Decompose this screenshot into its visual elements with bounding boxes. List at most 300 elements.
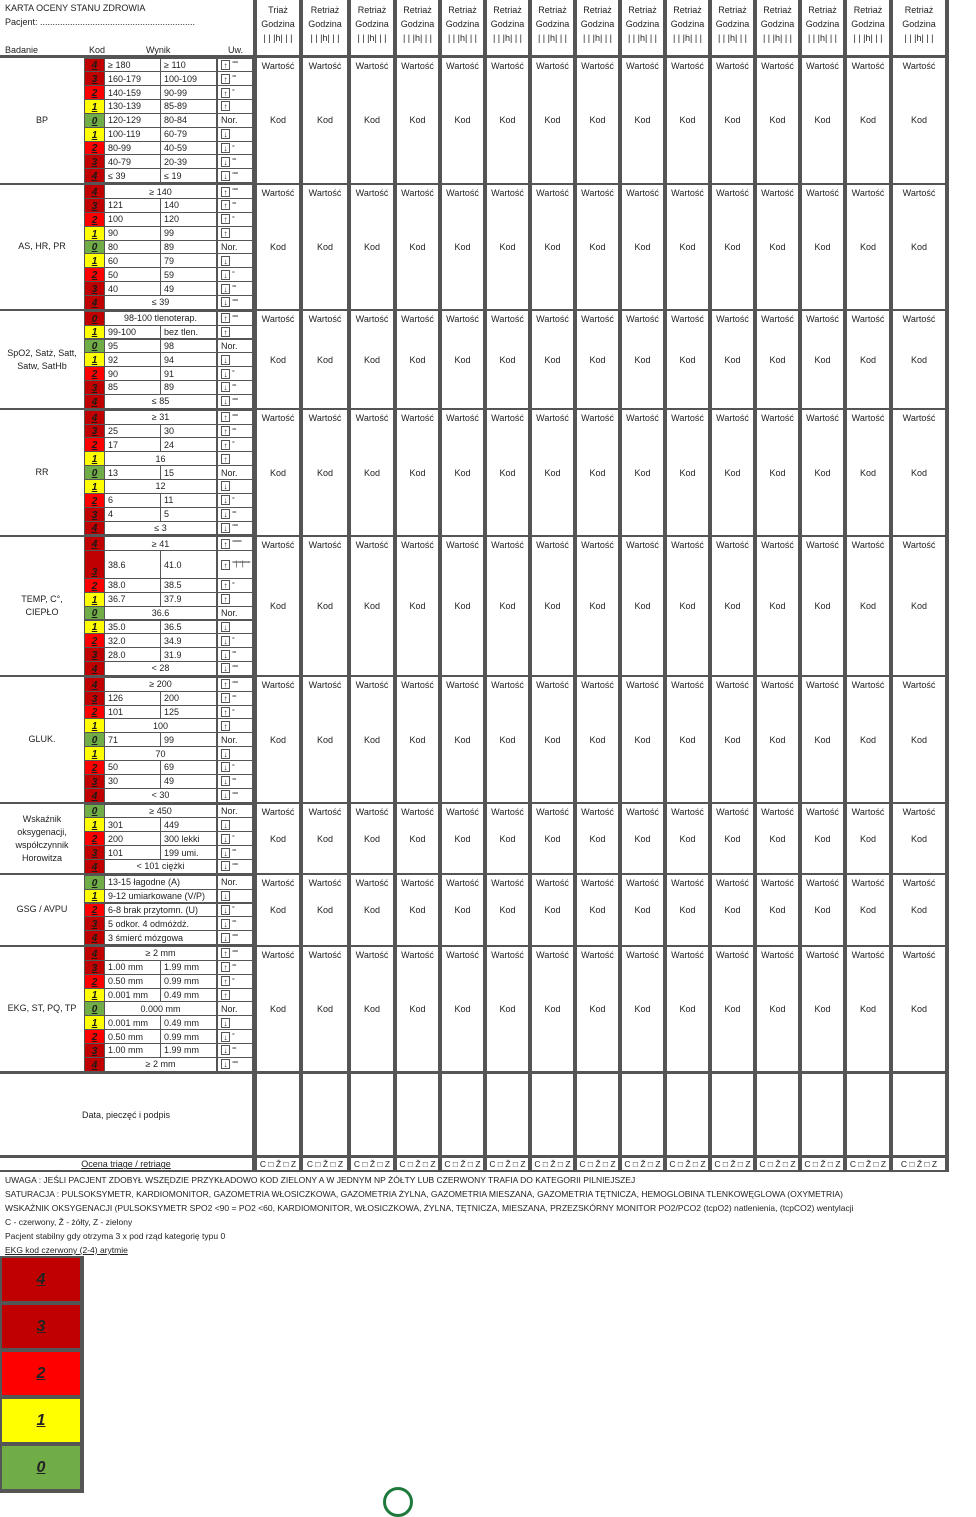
value-field[interactable]: Wartość [671,949,704,960]
measurement-cell[interactable] [397,537,438,676]
measurement-cell[interactable] [667,677,708,802]
measurement-cell[interactable] [397,311,438,408]
measurement-cell[interactable] [667,311,708,408]
triage-checkboxes[interactable]: C □ Ž □ Z [351,1158,393,1170]
measurement-cell[interactable] [622,804,663,873]
code-field[interactable]: Kod [544,1003,561,1014]
value-field[interactable]: Wartość [261,680,295,691]
value-field[interactable]: Wartość [446,807,479,818]
value-field[interactable]: Wartość [536,807,569,818]
measurement-cell[interactable] [712,804,753,873]
value-field[interactable]: Wartość [902,539,936,550]
measurement-cell[interactable] [397,875,438,944]
value-field[interactable]: Wartość [761,539,794,550]
code-field[interactable]: Kod [679,115,696,126]
code-field[interactable]: Kod [544,467,561,478]
value-field[interactable]: Wartość [761,807,794,818]
signature-cell[interactable] [487,1074,528,1155]
value-field[interactable]: Wartość [806,413,839,424]
signature-cell[interactable] [667,1074,708,1155]
triage-checkboxes[interactable]: C □ Ž □ Z [667,1158,708,1170]
measurement-cell[interactable] [667,875,708,944]
value-field[interactable]: Wartość [491,413,524,424]
code-field[interactable]: Kod [679,601,696,612]
code-field[interactable]: Kod [316,601,333,612]
code-field[interactable]: Kod [316,833,333,844]
code-field[interactable]: Kod [679,354,696,365]
measurement-cell[interactable] [351,947,393,1072]
code-field[interactable]: Kod [814,354,831,365]
code-field[interactable]: Kod [910,1003,927,1014]
time-slots-input[interactable]: | | |h| | | [582,33,613,43]
code-field[interactable]: Kod [269,833,286,844]
code-field[interactable]: Kod [269,115,286,126]
value-field[interactable]: Wartość [536,187,569,198]
measurement-cell[interactable] [577,677,618,802]
value-field[interactable]: Wartość [671,187,704,198]
measurement-cell[interactable] [532,875,573,944]
value-field[interactable]: Wartość [261,187,295,198]
measurement-cell[interactable] [847,185,889,310]
value-field[interactable]: Wartość [851,878,885,889]
code-field[interactable]: Kod [544,904,561,915]
code-field[interactable]: Kod [409,1003,426,1014]
code-field[interactable]: Kod [724,241,741,252]
measurement-cell[interactable] [893,677,945,802]
code-field[interactable]: Kod [634,833,651,844]
code-field[interactable]: Kod [499,833,516,844]
measurement-cell[interactable] [802,677,843,802]
value-field[interactable]: Wartość [446,187,479,198]
code-field[interactable]: Kod [409,354,426,365]
code-field[interactable]: Kod [589,833,606,844]
time-slots-input[interactable]: | | |h| | | [263,33,293,43]
measurement-cell[interactable] [847,410,889,535]
value-field[interactable]: Wartość [806,187,839,198]
code-field[interactable]: Kod [544,354,561,365]
measurement-cell[interactable] [667,58,708,183]
code-field[interactable]: Kod [910,734,927,745]
code-field[interactable]: Kod [859,467,876,478]
value-field[interactable]: Wartość [851,61,885,71]
measurement-cell[interactable] [802,875,843,944]
value-field[interactable]: Wartość [671,413,704,424]
measurement-cell[interactable] [802,410,843,535]
value-field[interactable]: Wartość [308,807,342,818]
code-field[interactable]: Kod [454,833,471,844]
triage-checkboxes[interactable]: C □ Ž □ Z [893,1158,945,1170]
measurement-cell[interactable] [532,58,573,183]
triage-checkboxes[interactable]: C □ Ž □ Z [622,1158,663,1170]
value-field[interactable]: Wartość [536,680,569,691]
code-field[interactable]: Kod [409,115,426,126]
measurement-cell[interactable] [577,185,618,310]
value-field[interactable]: Wartość [355,314,389,325]
value-field[interactable]: Wartość [851,314,885,325]
value-field[interactable]: Wartość [902,413,936,424]
code-field[interactable]: Kod [769,734,786,745]
measurement-cell[interactable] [802,947,843,1072]
value-field[interactable]: Wartość [716,413,749,424]
measurement-cell[interactable] [622,947,663,1072]
time-slots-input[interactable]: | | |h| | | [762,33,793,43]
value-field[interactable]: Wartość [491,949,524,960]
measurement-cell[interactable] [577,311,618,408]
value-field[interactable]: Wartość [761,878,794,889]
measurement-cell[interactable] [397,410,438,535]
measurement-cell[interactable] [712,58,753,183]
value-field[interactable]: Wartość [902,949,936,960]
code-field[interactable]: Kod [634,734,651,745]
measurement-cell[interactable] [257,875,299,944]
measurement-cell[interactable] [712,311,753,408]
triage-checkboxes[interactable]: C □ Ž □ Z [712,1158,753,1170]
measurement-cell[interactable] [487,677,528,802]
measurement-cell[interactable] [442,311,483,408]
code-field[interactable]: Kod [724,354,741,365]
value-field[interactable]: Wartość [761,187,794,198]
value-field[interactable]: Wartość [671,878,704,889]
measurement-cell[interactable] [802,185,843,310]
measurement-cell[interactable] [257,947,299,1072]
measurement-cell[interactable] [397,185,438,310]
value-field[interactable]: Wartość [536,949,569,960]
measurement-cell[interactable] [622,311,663,408]
measurement-cell[interactable] [712,537,753,676]
measurement-cell[interactable] [622,410,663,535]
signature-cell[interactable] [303,1074,347,1155]
value-field[interactable]: Wartość [401,878,434,889]
code-field[interactable]: Kod [499,467,516,478]
value-field[interactable]: Wartość [761,61,794,71]
code-field[interactable]: Kod [589,1003,606,1014]
value-field[interactable]: Wartość [401,61,434,71]
measurement-cell[interactable] [893,537,945,676]
value-field[interactable]: Wartość [581,314,614,325]
value-field[interactable]: Wartość [671,807,704,818]
measurement-cell[interactable] [893,58,945,183]
value-field[interactable]: Wartość [626,878,659,889]
measurement-cell[interactable] [577,804,618,873]
measurement-cell[interactable] [303,185,347,310]
patient-field[interactable]: Pacjent: .............................................................. [5,17,196,27]
code-field[interactable]: Kod [409,467,426,478]
value-field[interactable]: Wartość [761,413,794,424]
code-field[interactable]: Kod [316,241,333,252]
value-field[interactable]: Wartość [536,539,569,550]
code-field[interactable]: Kod [499,354,516,365]
measurement-cell[interactable] [847,947,889,1072]
code-field[interactable]: Kod [454,601,471,612]
signature-cell[interactable] [757,1074,798,1155]
code-field[interactable]: Kod [499,1003,516,1014]
measurement-cell[interactable] [487,58,528,183]
measurement-cell[interactable] [667,185,708,310]
time-slots-input[interactable]: | | |h| | | [807,33,838,43]
value-field[interactable]: Wartość [851,187,885,198]
code-field[interactable]: Kod [589,601,606,612]
measurement-cell[interactable] [487,311,528,408]
time-slots-input[interactable]: | | |h| | | [447,33,478,43]
code-field[interactable]: Kod [679,467,696,478]
code-field[interactable]: Kod [724,904,741,915]
measurement-cell[interactable] [667,947,708,1072]
code-field[interactable]: Kod [634,1003,651,1014]
code-field[interactable]: Kod [409,601,426,612]
code-field[interactable]: Kod [859,904,876,915]
measurement-cell[interactable] [351,677,393,802]
value-field[interactable]: Wartość [446,61,479,71]
measurement-cell[interactable] [487,804,528,873]
measurement-cell[interactable] [442,185,483,310]
code-field[interactable]: Kod [269,467,286,478]
code-field[interactable]: Kod [634,241,651,252]
code-field[interactable]: Kod [589,467,606,478]
measurement-cell[interactable] [712,677,753,802]
measurement-cell[interactable] [802,804,843,873]
triage-checkboxes[interactable]: C □ Ž □ Z [577,1158,618,1170]
value-field[interactable]: Wartość [626,539,659,550]
code-field[interactable]: Kod [814,1003,831,1014]
signature-cell[interactable] [847,1074,889,1155]
code-field[interactable]: Kod [589,734,606,745]
code-field[interactable]: Kod [769,601,786,612]
value-field[interactable]: Wartość [355,807,389,818]
value-field[interactable]: Wartość [261,61,295,71]
code-field[interactable]: Kod [544,241,561,252]
code-field[interactable]: Kod [724,833,741,844]
time-slots-input[interactable]: | | |h| | | [310,33,340,43]
value-field[interactable]: Wartość [261,539,295,550]
value-field[interactable]: Wartość [581,61,614,71]
time-slots-input[interactable]: | | |h| | | [853,33,883,43]
value-field[interactable]: Wartość [716,878,749,889]
measurement-cell[interactable] [757,677,798,802]
measurement-cell[interactable] [532,804,573,873]
measurement-cell[interactable] [893,185,945,310]
value-field[interactable]: Wartość [401,949,434,960]
time-slots-input[interactable]: | | |h| | | [402,33,433,43]
code-field[interactable]: Kod [769,241,786,252]
signature-cell[interactable] [397,1074,438,1155]
code-field[interactable]: Kod [769,115,786,126]
measurement-cell[interactable] [487,185,528,310]
value-field[interactable]: Wartość [902,187,936,198]
code-field[interactable]: Kod [316,115,333,126]
value-field[interactable]: Wartość [536,61,569,71]
signature-cell[interactable] [712,1074,753,1155]
code-field[interactable]: Kod [634,601,651,612]
code-field[interactable]: Kod [363,1003,380,1014]
measurement-cell[interactable] [802,537,843,676]
measurement-cell[interactable] [257,58,299,183]
value-field[interactable]: Wartość [716,949,749,960]
value-field[interactable]: Wartość [355,539,389,550]
code-field[interactable]: Kod [454,1003,471,1014]
measurement-cell[interactable] [351,875,393,944]
code-field[interactable]: Kod [544,115,561,126]
code-field[interactable]: Kod [363,115,380,126]
code-field[interactable]: Kod [589,241,606,252]
value-field[interactable]: Wartość [902,61,936,71]
triage-checkboxes[interactable]: C □ Ž □ Z [303,1158,347,1170]
code-field[interactable]: Kod [544,734,561,745]
signature-cell[interactable] [257,1074,299,1155]
value-field[interactable]: Wartość [761,680,794,691]
value-field[interactable]: Wartość [806,878,839,889]
value-field[interactable]: Wartość [536,314,569,325]
value-field[interactable]: Wartość [581,807,614,818]
code-field[interactable]: Kod [724,115,741,126]
measurement-cell[interactable] [893,875,945,944]
code-field[interactable]: Kod [499,601,516,612]
code-field[interactable]: Kod [454,115,471,126]
value-field[interactable]: Wartość [626,61,659,71]
measurement-cell[interactable] [577,537,618,676]
code-field[interactable]: Kod [724,467,741,478]
code-field[interactable]: Kod [499,734,516,745]
code-field[interactable]: Kod [769,467,786,478]
measurement-cell[interactable] [757,410,798,535]
time-slots-input[interactable]: | | |h| | | [492,33,523,43]
measurement-cell[interactable] [351,537,393,676]
value-field[interactable]: Wartość [401,314,434,325]
value-field[interactable]: Wartość [806,61,839,71]
measurement-cell[interactable] [351,804,393,873]
signature-cell[interactable] [532,1074,573,1155]
value-field[interactable]: Wartość [806,949,839,960]
value-field[interactable]: Wartość [308,878,342,889]
measurement-cell[interactable] [757,537,798,676]
code-field[interactable]: Kod [409,833,426,844]
value-field[interactable]: Wartość [446,949,479,960]
measurement-cell[interactable] [303,537,347,676]
triage-checkboxes[interactable]: C □ Ž □ Z [397,1158,438,1170]
value-field[interactable]: Wartość [491,61,524,71]
value-field[interactable]: Wartość [626,807,659,818]
value-field[interactable]: Wartość [491,680,524,691]
code-field[interactable]: Kod [814,734,831,745]
value-field[interactable]: Wartość [716,539,749,550]
value-field[interactable]: Wartość [355,949,389,960]
code-field[interactable]: Kod [634,115,651,126]
value-field[interactable]: Wartość [851,413,885,424]
code-field[interactable]: Kod [724,601,741,612]
value-field[interactable]: Wartość [261,878,295,889]
code-field[interactable]: Kod [316,734,333,745]
value-field[interactable]: Wartość [581,949,614,960]
measurement-cell[interactable] [303,677,347,802]
signature-cell[interactable] [802,1074,843,1155]
measurement-cell[interactable] [847,875,889,944]
code-field[interactable]: Kod [859,115,876,126]
value-field[interactable]: Wartość [308,680,342,691]
value-field[interactable]: Wartość [446,314,479,325]
code-field[interactable]: Kod [634,904,651,915]
measurement-cell[interactable] [712,185,753,310]
value-field[interactable]: Wartość [401,807,434,818]
triage-checkboxes[interactable]: C □ Ž □ Z [802,1158,843,1170]
measurement-cell[interactable] [487,537,528,676]
code-field[interactable]: Kod [679,1003,696,1014]
value-field[interactable]: Wartość [536,878,569,889]
value-field[interactable]: Wartość [806,680,839,691]
measurement-cell[interactable] [532,677,573,802]
measurement-cell[interactable] [442,875,483,944]
value-field[interactable]: Wartość [491,807,524,818]
value-field[interactable]: Wartość [446,680,479,691]
code-field[interactable]: Kod [269,241,286,252]
measurement-cell[interactable] [577,410,618,535]
value-field[interactable]: Wartość [806,807,839,818]
measurement-cell[interactable] [622,185,663,310]
value-field[interactable]: Wartość [716,807,749,818]
time-slots-input[interactable]: | | |h| | | [627,33,658,43]
code-field[interactable]: Kod [634,467,651,478]
code-field[interactable]: Kod [589,904,606,915]
time-slots-input[interactable]: | | |h| | | [672,33,703,43]
value-field[interactable]: Wartość [355,187,389,198]
measurement-cell[interactable] [351,58,393,183]
code-field[interactable]: Kod [269,904,286,915]
triage-checkboxes[interactable]: C □ Ž □ Z [442,1158,483,1170]
value-field[interactable]: Wartość [581,878,614,889]
value-field[interactable]: Wartość [308,949,342,960]
value-field[interactable]: Wartość [401,187,434,198]
measurement-cell[interactable] [667,410,708,535]
value-field[interactable]: Wartość [308,314,342,325]
value-field[interactable]: Wartość [581,187,614,198]
measurement-cell[interactable] [257,311,299,408]
measurement-cell[interactable] [847,311,889,408]
code-field[interactable]: Kod [316,354,333,365]
value-field[interactable]: Wartość [761,314,794,325]
value-field[interactable]: Wartość [308,539,342,550]
code-field[interactable]: Kod [454,241,471,252]
code-field[interactable]: Kod [269,354,286,365]
value-field[interactable]: Wartość [806,314,839,325]
code-field[interactable]: Kod [679,241,696,252]
code-field[interactable]: Kod [769,354,786,365]
value-field[interactable]: Wartość [851,949,885,960]
measurement-cell[interactable] [351,410,393,535]
measurement-cell[interactable] [442,410,483,535]
measurement-cell[interactable] [351,311,393,408]
value-field[interactable]: Wartość [626,413,659,424]
value-field[interactable]: Wartość [851,680,885,691]
measurement-cell[interactable] [351,185,393,310]
measurement-cell[interactable] [802,58,843,183]
code-field[interactable]: Kod [859,833,876,844]
measurement-cell[interactable] [257,677,299,802]
measurement-cell[interactable] [757,311,798,408]
code-field[interactable]: Kod [363,833,380,844]
code-field[interactable]: Kod [859,1003,876,1014]
value-field[interactable]: Wartość [851,807,885,818]
triage-checkboxes[interactable]: C □ Ž □ Z [847,1158,889,1170]
value-field[interactable]: Wartość [401,680,434,691]
value-field[interactable]: Wartość [308,413,342,424]
code-field[interactable]: Kod [454,354,471,365]
measurement-cell[interactable] [847,804,889,873]
measurement-cell[interactable] [757,58,798,183]
time-slots-input[interactable]: | | |h| | | [537,33,568,43]
measurement-cell[interactable] [893,311,945,408]
value-field[interactable]: Wartość [261,314,295,325]
value-field[interactable]: Wartość [806,539,839,550]
value-field[interactable]: Wartość [491,187,524,198]
measurement-cell[interactable] [532,947,573,1072]
